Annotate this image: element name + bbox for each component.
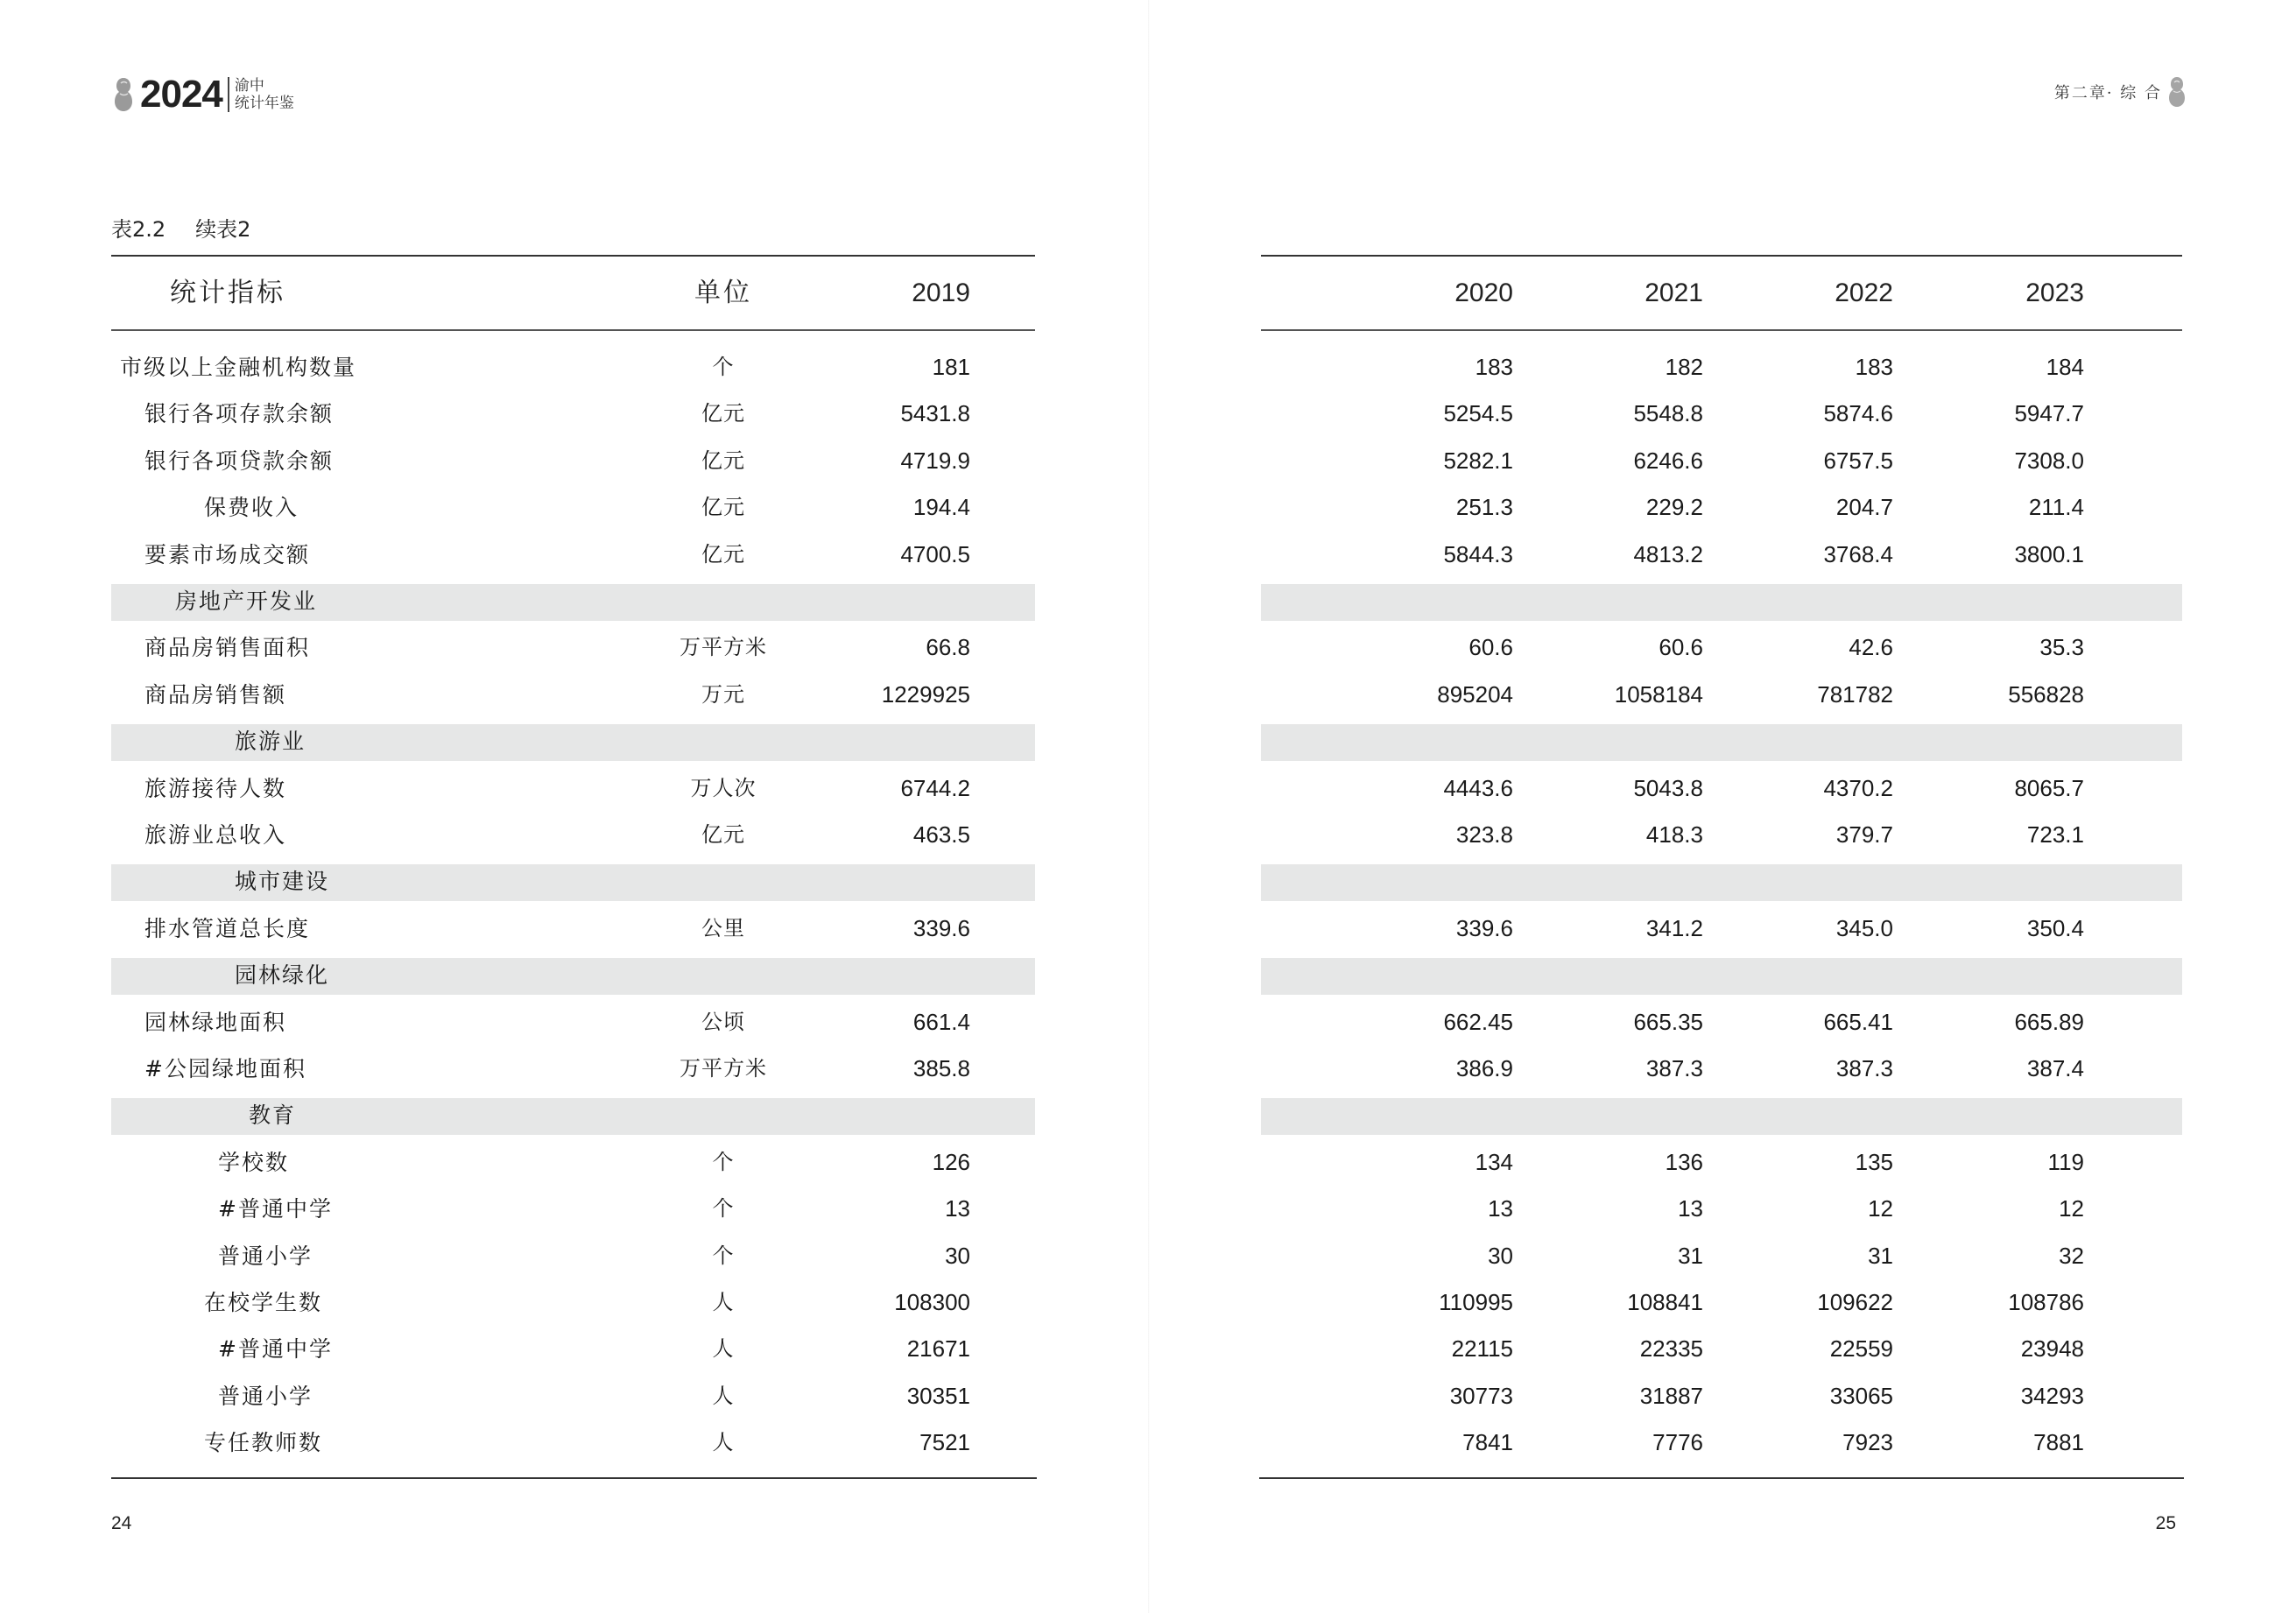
value-cell-2023: 556828 xyxy=(2008,680,2084,708)
indicator-label: #公园绿地面积 xyxy=(144,1056,306,1081)
value-cell-2021: 136 xyxy=(1665,1148,1703,1175)
value-cell-2019: 661.4 xyxy=(912,1008,970,1035)
table-number: 表2.2 xyxy=(111,217,166,242)
value-cell-2022: 22559 xyxy=(1829,1335,1893,1363)
value-cell-2022: 3768.4 xyxy=(1823,540,1893,567)
value-cell-2019: 13 xyxy=(945,1195,970,1222)
section-band-right xyxy=(1261,958,2182,995)
value-cell-2021: 60.6 xyxy=(1659,634,1703,661)
indicator-label: 排水管道总长度 xyxy=(144,915,311,941)
value-cell-2019: 7521 xyxy=(919,1429,970,1456)
value-cell-2020: 5844.3 xyxy=(1443,540,1513,567)
value-cell-2023: 723.1 xyxy=(2026,821,2084,848)
unit-cell: 个 xyxy=(712,1149,735,1174)
indicator-label: 普通小学 xyxy=(218,1243,313,1269)
value-cell-2023: 8065.7 xyxy=(2014,774,2084,801)
value-cell-2020: 386.9 xyxy=(1455,1055,1513,1081)
table-bottom-rule-left xyxy=(111,1477,1037,1479)
unit-cell: 公里 xyxy=(701,915,745,940)
value-cell-2022: 183 xyxy=(1855,354,1893,380)
indicator-label: 保费收入 xyxy=(204,495,299,521)
value-cell-2023: 32 xyxy=(2059,1242,2084,1269)
value-cell-2020: 5282.1 xyxy=(1443,447,1513,474)
unit-cell: 亿元 xyxy=(701,822,745,847)
indicator-label: 普通小学 xyxy=(218,1383,313,1409)
value-cell-2021: 31887 xyxy=(1639,1382,1703,1409)
value-cell-2019: 4719.9 xyxy=(900,447,970,474)
value-cell-2022: 4370.2 xyxy=(1823,774,1893,801)
value-cell-2021: 5043.8 xyxy=(1633,774,1703,801)
value-cell-2023: 665.89 xyxy=(2014,1008,2084,1035)
bust-emblem-icon xyxy=(112,76,135,113)
value-cell-2021: 6246.6 xyxy=(1633,447,1703,474)
value-cell-2019: 194.4 xyxy=(912,494,970,521)
indicator-label: 商品房销售额 xyxy=(144,681,287,708)
value-cell-2023: 387.4 xyxy=(2026,1055,2084,1081)
unit-cell: 亿元 xyxy=(701,401,745,426)
value-cell-2022: 109622 xyxy=(1817,1289,1893,1315)
value-cell-2022: 7923 xyxy=(1842,1429,1893,1456)
value-cell-2022: 6757.5 xyxy=(1823,447,1893,474)
value-cell-2019: 4700.5 xyxy=(900,540,970,567)
value-cell-2021: 418.3 xyxy=(1645,821,1703,848)
table-continued-label: 续表2 xyxy=(195,217,251,242)
value-cell-2022: 204.7 xyxy=(1835,494,1893,521)
value-cell-2020: 662.45 xyxy=(1443,1008,1513,1035)
value-cell-2023: 35.3 xyxy=(2039,634,2084,661)
value-cell-2021: 31 xyxy=(1678,1242,1703,1269)
value-cell-2022: 781782 xyxy=(1817,680,1893,708)
value-cell-2023: 7308.0 xyxy=(2014,447,2084,474)
value-cell-2019: 1229925 xyxy=(881,680,970,708)
section-band-right xyxy=(1261,864,2182,901)
indicator-label: 园林绿地面积 xyxy=(144,1009,287,1035)
value-cell-2021: 341.2 xyxy=(1645,914,1703,941)
table-header-rule-right xyxy=(1261,329,2182,331)
table-caption xyxy=(111,212,250,243)
value-cell-2020: 323.8 xyxy=(1455,821,1513,848)
page-number-left: 24 xyxy=(111,1513,132,1533)
value-cell-2021: 665.35 xyxy=(1633,1008,1703,1035)
value-cell-2020: 251.3 xyxy=(1455,494,1513,521)
value-cell-2023: 119 xyxy=(2047,1148,2084,1175)
section-band-right xyxy=(1261,1098,2182,1135)
indicator-label: 学校数 xyxy=(218,1149,290,1175)
table-bottom-rule-right xyxy=(1259,1477,2184,1479)
value-cell-2023: 34293 xyxy=(2020,1382,2084,1409)
value-cell-2019: 126 xyxy=(932,1148,970,1175)
value-cell-2023: 184 xyxy=(2046,354,2084,380)
value-cell-2021: 4813.2 xyxy=(1633,540,1703,567)
value-cell-2020: 183 xyxy=(1475,354,1513,380)
value-cell-2020: 110995 xyxy=(1439,1289,1513,1315)
unit-cell: 亿元 xyxy=(701,447,745,473)
value-cell-2021: 229.2 xyxy=(1645,494,1703,521)
value-cell-2020: 60.6 xyxy=(1468,634,1513,661)
value-cell-2019: 6744.2 xyxy=(900,774,970,801)
value-cell-2023: 3800.1 xyxy=(2014,540,2084,567)
column-header-year-2020: 2020 xyxy=(1454,278,1513,307)
indicator-label: #普通中学 xyxy=(218,1336,333,1363)
unit-cell: 人 xyxy=(712,1430,735,1455)
section-band-right xyxy=(1261,584,2182,621)
value-cell-2021: 7776 xyxy=(1652,1429,1703,1456)
value-cell-2019: 66.8 xyxy=(926,634,970,661)
value-cell-2023: 23948 xyxy=(2020,1335,2084,1363)
chapter-heading xyxy=(2054,75,2187,109)
section-heading: 园林绿化 xyxy=(235,962,330,989)
value-cell-2019: 30351 xyxy=(906,1382,970,1409)
value-cell-2022: 665.41 xyxy=(1823,1008,1893,1035)
column-header-year-2023: 2023 xyxy=(2025,278,2084,307)
value-cell-2023: 12 xyxy=(2059,1195,2084,1222)
bust-emblem-icon xyxy=(2167,75,2187,109)
value-cell-2022: 387.3 xyxy=(1835,1055,1893,1081)
yearbook-logo xyxy=(112,68,294,121)
value-cell-2020: 30773 xyxy=(1449,1382,1513,1409)
unit-cell: 个 xyxy=(712,355,735,379)
indicator-label: 旅游接待人数 xyxy=(144,775,287,801)
value-cell-2019: 108300 xyxy=(894,1289,970,1315)
indicator-label: #普通中学 xyxy=(218,1196,333,1222)
value-cell-2022: 31 xyxy=(1868,1242,1893,1269)
value-cell-2022: 345.0 xyxy=(1835,914,1893,941)
indicator-label: 旅游业总收入 xyxy=(144,822,287,848)
indicator-label: 在校学生数 xyxy=(204,1290,323,1315)
indicator-label: 专任教师数 xyxy=(204,1430,323,1456)
unit-cell: 万人次 xyxy=(690,775,757,800)
unit-cell: 亿元 xyxy=(701,541,745,567)
section-heading: 城市建设 xyxy=(235,869,330,895)
value-cell-2022: 5874.6 xyxy=(1823,400,1893,427)
indicator-label: 银行各项贷款余额 xyxy=(144,447,335,474)
unit-cell: 万平方米 xyxy=(680,635,767,660)
section-heading: 旅游业 xyxy=(235,729,306,755)
logo-divider xyxy=(228,77,229,112)
unit-cell: 万平方米 xyxy=(680,1056,767,1081)
spread-gutter xyxy=(1148,0,1150,1613)
value-cell-2023: 7881 xyxy=(2033,1429,2084,1456)
value-cell-2020: 30 xyxy=(1488,1242,1513,1269)
value-cell-2021: 387.3 xyxy=(1645,1055,1703,1081)
value-cell-2023: 211.4 xyxy=(2028,494,2084,521)
value-cell-2023: 350.4 xyxy=(2026,914,2084,941)
value-cell-2019: 463.5 xyxy=(912,821,970,848)
value-cell-2020: 13 xyxy=(1488,1195,1513,1222)
value-cell-2019: 385.8 xyxy=(912,1055,970,1081)
value-cell-2020: 895204 xyxy=(1437,680,1513,708)
value-cell-2021: 22335 xyxy=(1639,1335,1703,1363)
unit-cell: 个 xyxy=(712,1243,735,1268)
column-header-year-2019: 2019 xyxy=(912,278,970,307)
section-heading: 教育 xyxy=(249,1102,297,1129)
section-heading: 房地产开发业 xyxy=(175,588,318,614)
unit-cell: 人 xyxy=(712,1336,735,1362)
indicator-label: 要素市场成交额 xyxy=(144,541,311,567)
value-cell-2022: 12 xyxy=(1868,1195,1893,1222)
value-cell-2019: 339.6 xyxy=(912,914,970,941)
unit-cell: 个 xyxy=(712,1196,735,1222)
indicator-label: 市级以上金融机构数量 xyxy=(120,355,357,380)
value-cell-2021: 182 xyxy=(1665,354,1703,380)
table-top-rule-right xyxy=(1261,255,2182,257)
value-cell-2023: 108786 xyxy=(2008,1289,2084,1315)
section-band-right xyxy=(1261,724,2182,761)
value-cell-2023: 5947.7 xyxy=(2014,400,2084,427)
logo-subtitle-line2: 统计年鉴 xyxy=(234,95,294,112)
value-cell-2019: 30 xyxy=(945,1242,970,1269)
value-cell-2019: 181 xyxy=(932,354,970,380)
unit-cell: 人 xyxy=(712,1383,735,1408)
column-header-indicator: 统计指标 xyxy=(170,278,285,308)
indicator-label: 银行各项存款余额 xyxy=(144,401,335,427)
value-cell-2020: 22115 xyxy=(1451,1335,1513,1363)
value-cell-2022: 135 xyxy=(1855,1148,1893,1175)
indicator-label: 商品房销售面积 xyxy=(144,635,311,661)
unit-cell: 万元 xyxy=(701,681,745,707)
table-header-rule-left xyxy=(111,329,1035,331)
value-cell-2022: 379.7 xyxy=(1835,821,1893,848)
logo-subtitle xyxy=(235,77,294,112)
unit-cell: 人 xyxy=(712,1290,735,1314)
value-cell-2019: 5431.8 xyxy=(900,400,970,427)
value-cell-2020: 134 xyxy=(1475,1148,1513,1175)
value-cell-2021: 1058184 xyxy=(1614,680,1703,708)
unit-cell: 公顷 xyxy=(701,1009,745,1034)
chapter-title: 第二章· 综 合 xyxy=(2053,84,2162,102)
column-header-year-2021: 2021 xyxy=(1645,278,1703,307)
value-cell-2021: 108841 xyxy=(1627,1289,1703,1315)
value-cell-2020: 5254.5 xyxy=(1443,400,1513,427)
value-cell-2020: 339.6 xyxy=(1455,914,1513,941)
logo-year: 2024 xyxy=(140,73,222,116)
value-cell-2020: 4443.6 xyxy=(1443,774,1513,801)
value-cell-2021: 5548.8 xyxy=(1633,400,1703,427)
value-cell-2022: 33065 xyxy=(1829,1382,1893,1409)
table-top-rule-left xyxy=(111,255,1035,257)
unit-cell: 亿元 xyxy=(701,495,745,520)
value-cell-2020: 7841 xyxy=(1462,1429,1513,1456)
logo-subtitle-line1: 渝中 xyxy=(234,77,264,95)
value-cell-2022: 42.6 xyxy=(1849,634,1893,661)
value-cell-2021: 13 xyxy=(1678,1195,1703,1222)
column-header-year-2022: 2022 xyxy=(1835,278,1893,307)
value-cell-2019: 21671 xyxy=(906,1335,970,1363)
page-number-right: 25 xyxy=(2155,1513,2176,1533)
column-header-unit: 单位 xyxy=(694,278,752,308)
